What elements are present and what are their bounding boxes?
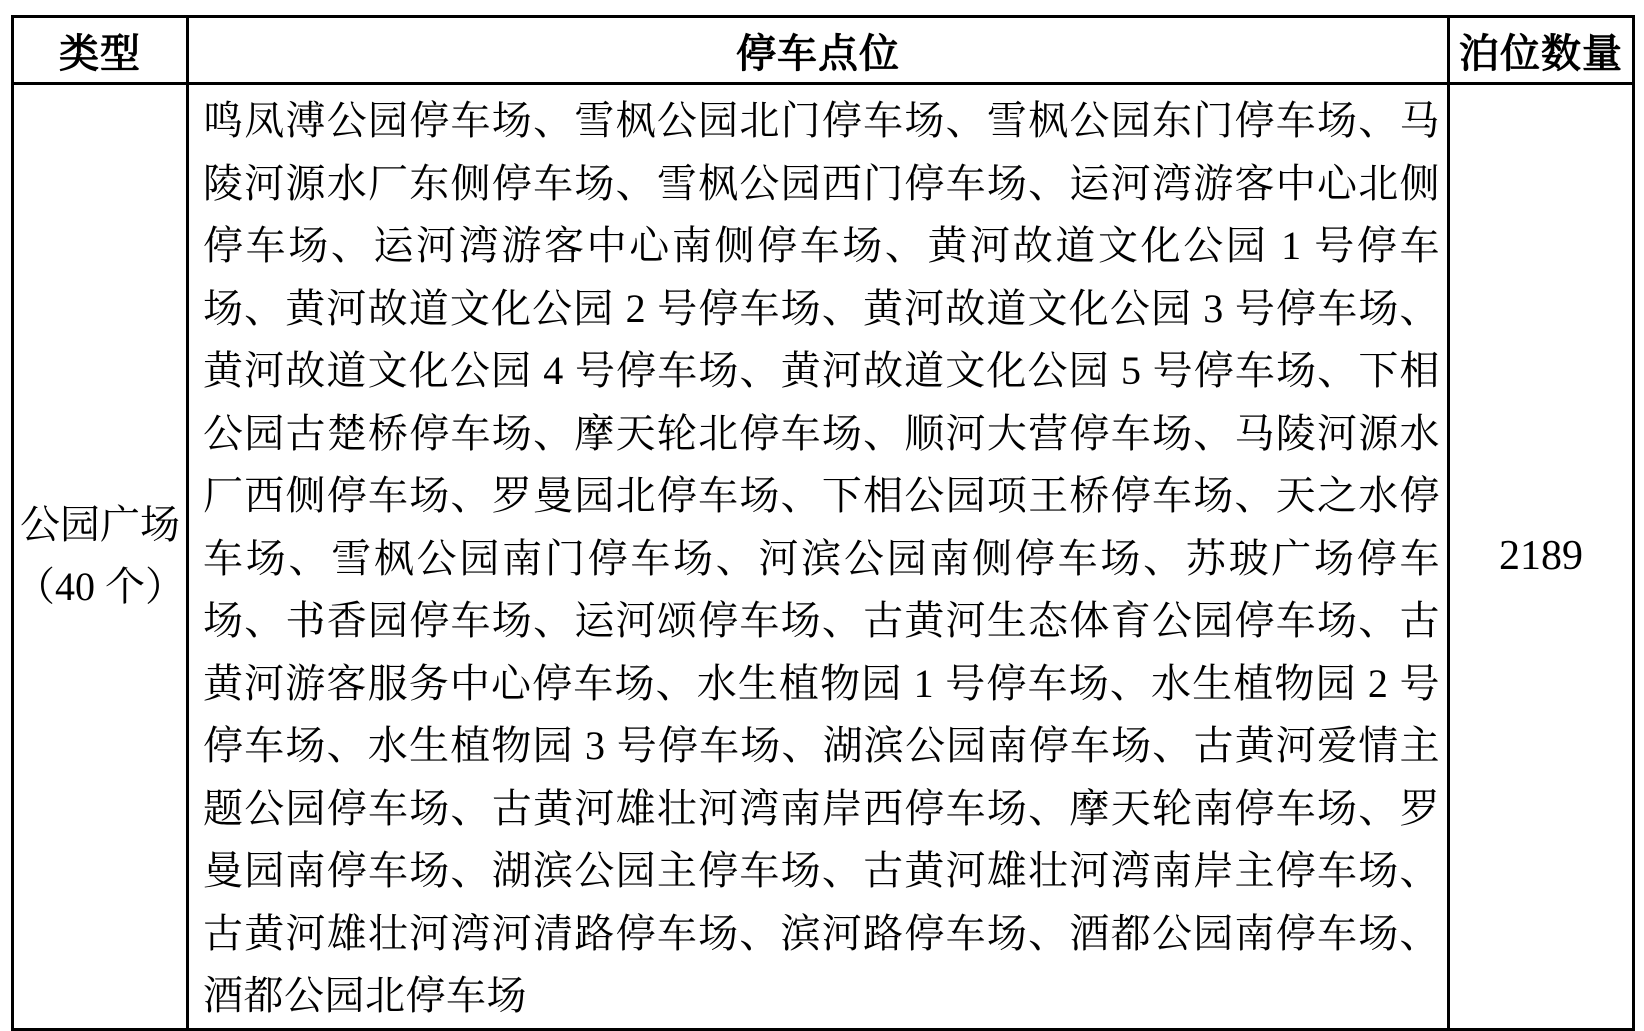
header-berth-count: 泊位数量	[1449, 17, 1634, 84]
table-header-row	[13, 17, 1634, 84]
header-type: 类型	[13, 17, 188, 84]
locations-cell	[188, 84, 1449, 1030]
type-cell	[13, 84, 188, 1030]
table-row	[13, 84, 1634, 1030]
header-parking-locations: 停车点位	[188, 17, 1449, 84]
parking-locations-text: 鸣凤溥公园停车场、雪枫公园北门停车场、雪枫公园东门停车场、马陵河源水厂东侧停车场、雪枫公园西门停车场、运河湾游客中心北侧停车场、运河湾游客中心南侧停车场、黄河故道文化公园 1 号停车场、黄河故道文化公园 2 号停车场、黄河故道文化公园 3 号停车场、黄河故道文化公园 4 号停车场、黄河故道文化公园 5 号停车场、下相公园古楚桥停车场、摩天轮北停车场、顺河大营停车场、马陵河源水厂西侧停车场、罗曼园北停车场、下相公园项王桥停车场、天之水停车场、雪枫公园南门停车场、河滨公园南侧停车场、苏玻广场停车场、书香园停车场、运河颂停车场、古黄河生态体育公园停车场、古黄河游客服务中心停车场、水生植物园 1 号停车场、水生植物园 2 号停车场、水生植物园 3 号停车场、湖滨公园南停车场、古黄河爱情主题公园停车场、古黄河雄壮河湾南岸西停车场、摩天轮南停车场、罗曼园南停车场、湖滨公园主停车场、古黄河雄壮河湾南岸主停车场、古黄河雄壮河湾河清路停车场、滨河路停车场、酒都公园南停车场、酒都公园北停车场	[203, 98, 1440, 1018]
type-count-label: （40 个）	[15, 564, 185, 610]
parking-table	[11, 15, 1635, 1031]
berths-cell	[1449, 84, 1634, 1030]
type-name: 公园广场	[20, 502, 180, 548]
berth-count-value: 2189	[1499, 533, 1583, 580]
